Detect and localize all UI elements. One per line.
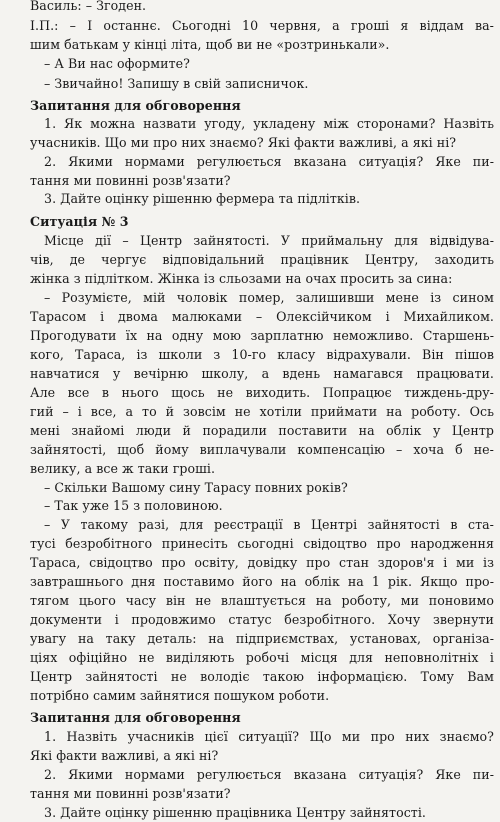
text-line: 3. Дайте оцінку рішенню фермера та підлітків. (44, 191, 361, 206)
text-line: І.П.: – І останнє. Сьогодні 10 червня, а гроші я віддам ва- (30, 18, 494, 33)
text-line: велику, а все ж таки гроші. (30, 461, 215, 476)
questions-heading: Запитання для обговорення (30, 98, 241, 113)
text-line: учасників. Що ми про них знаємо? Які факти важливі, а які ні? (30, 135, 457, 150)
text-line: тусі безробітного принесіть сьогодні свідоцтво про народження (30, 536, 494, 551)
text-line: Але все в нього щось не виходить. Попрацює тиждень-дру- (30, 385, 494, 400)
text-line: мені знайомі люди й порадили поставити на облік у Центр (30, 423, 494, 438)
text-line: тягом цього часу він не влаштується на роботу, ми поновимо (30, 593, 494, 608)
text-line: чів, де чергує відповідальний працівник Центру, заходить (30, 252, 494, 267)
text-line: ціях офіційно не виділяють робочі місця для неповнолітніх і (30, 650, 494, 665)
text-line: Місце дії – Центр зайнятості. У приймальну для відвідува- (44, 233, 494, 248)
text-line: 3. Дайте оцінку рішенню працівника Центру зайнятості. (44, 805, 426, 820)
text-line: – Звичайно! Запишу в свій записничок. (44, 76, 309, 91)
text-line: – Так уже 15 з половиною. (44, 498, 223, 513)
text-line: Які факти важливі, а які ні? (30, 748, 219, 763)
text-line: 2. Якими нормами регулюється вказана ситуація? Яке пи- (44, 154, 494, 169)
text-line: – А Ви нас оформите? (44, 56, 190, 71)
text-line: шим батькам у кінці літа, щоб ви не «розтринькали». (30, 37, 390, 52)
text-line: навчатися у вечірню школу, а вдень намагався працювати. (30, 366, 494, 381)
questions-heading: Запитання для обговорення (30, 710, 241, 725)
text-line: завтрашнього дня поставимо його на облік на 1 рік. Якщо про- (30, 574, 494, 589)
text-line: Центр зайнятості не володіє такою інформацією. Тому Вам (30, 669, 494, 684)
text-line: Тарасом і двома малюками – Олексійчиком і Михайликом. (30, 309, 494, 324)
text-line: жінка з підлітком. Жінка із сльозами на очах просить за сина: (30, 271, 453, 286)
text-line: Прогодувати їх на одну мою зарплатню неможливо. Старшень- (30, 328, 494, 343)
text-line: – Розумієте, мій чоловік помер, залишивши мене із сином (44, 290, 494, 305)
text-line: кого, Тараса, із школи з 10-го класу відрахували. Він пішов (30, 347, 494, 362)
text-line: документи і продовжимо статус безробітного. Хочу звернути (30, 612, 494, 627)
text-line: – У такому разі, для реєстрації в Центрі зайнятості в ста- (44, 517, 494, 532)
text-line: увагу на таку деталь: на підприємствах, установах, організа- (30, 631, 494, 646)
text-line: зайнятості, щоб йому виплачували компенсацію – хоча б не- (30, 442, 494, 457)
text-line: тання ми повинні розв'язати? (30, 173, 231, 188)
section-title: Ситуація № 3 (30, 214, 129, 229)
text-line: Василь: – Згоден. (30, 0, 147, 13)
text-line: Тараса, свідоцтво про освіту, довідку про стан здоров'я і ми із (30, 555, 494, 570)
text-line: тання ми повинні розв'язати? (30, 786, 231, 801)
text-line: 1. Назвіть учасників цієї ситуації? Що ми про них знаємо? (44, 729, 494, 744)
text-line: потрібно самим зайнятися пошуком роботи. (30, 688, 330, 703)
text-line: гий – і все, а то й зовсім не хотіли приймати на роботу. Ось (30, 404, 494, 419)
text-line: 1. Як можна назвати угоду, укладену між сторонами? Назвіть (44, 116, 494, 131)
text-line: 2. Якими нормами регулюється вказана ситуація? Яке пи- (44, 767, 494, 782)
text-line: – Скільки Вашому сину Тарасу повних років? (44, 480, 348, 495)
